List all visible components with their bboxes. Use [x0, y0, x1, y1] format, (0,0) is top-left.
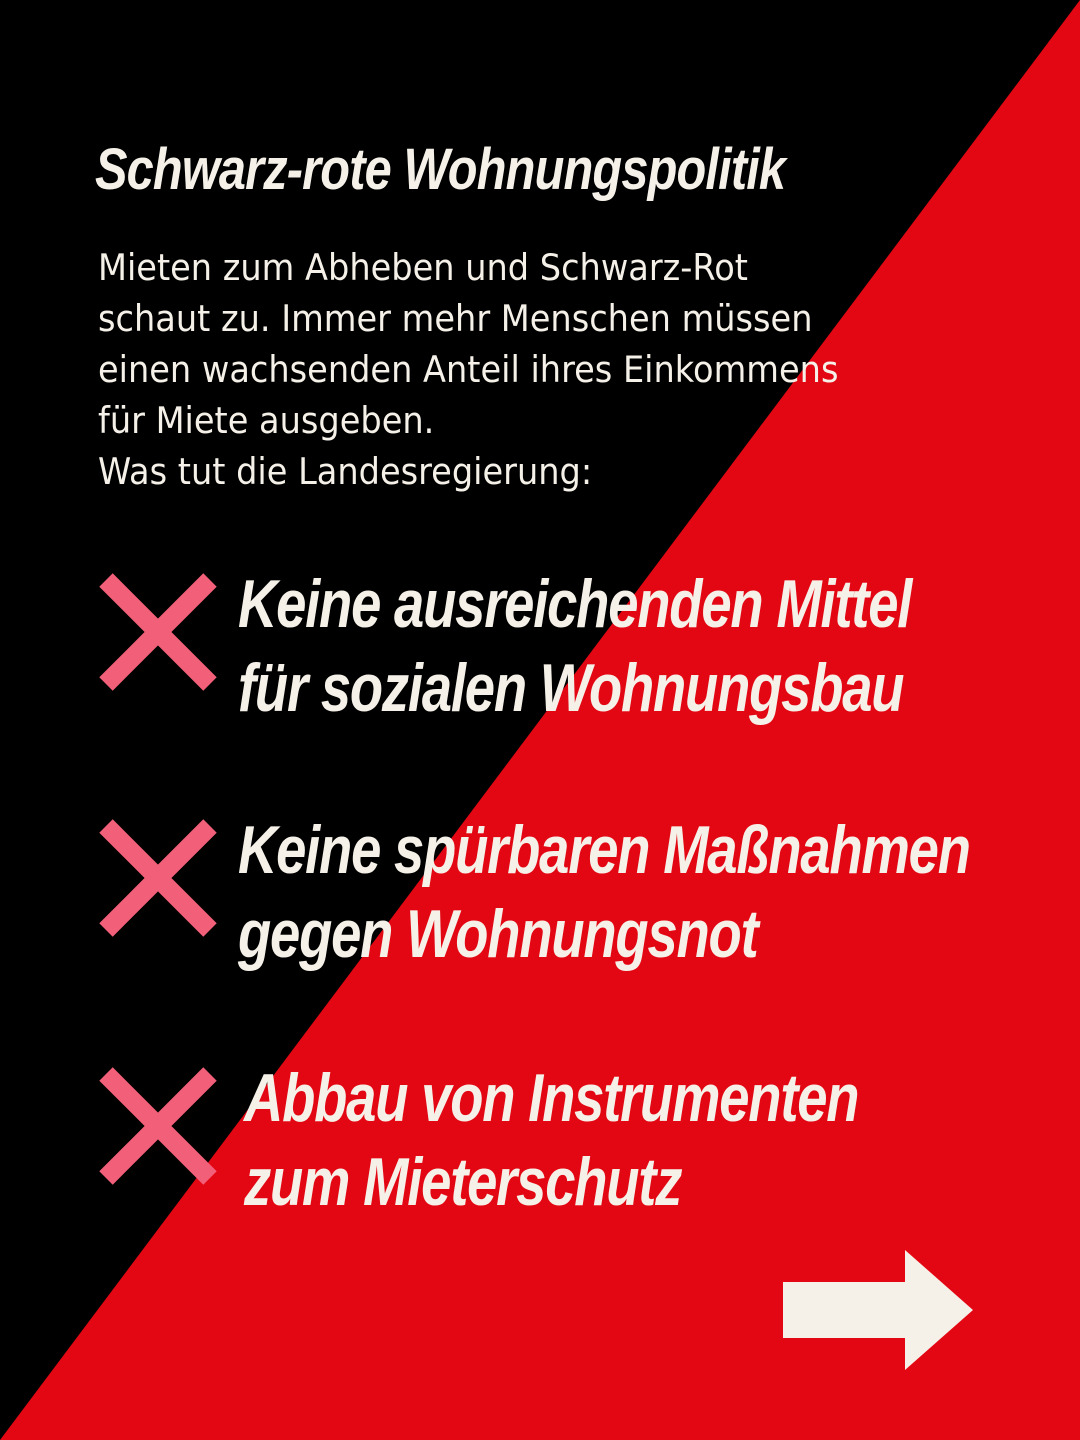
list-item-line: Abbau von Instrumenten — [244, 1060, 859, 1136]
intro-line: einen wachsenden Anteil ihres Einkommens — [98, 348, 839, 391]
list-item-text — [238, 808, 970, 976]
list-item-text — [238, 562, 911, 730]
intro-line: schaut zu. Immer mehr Menschen müssen — [98, 297, 813, 340]
list-item-line: Keine spürbaren Maßnahmen — [238, 812, 970, 888]
page-title: Schwarz-rote Wohnungspolitik — [95, 137, 786, 202]
list-item-text — [244, 1056, 858, 1224]
intro-text — [98, 242, 972, 497]
arrow-right-icon[interactable] — [783, 1250, 973, 1370]
intro-line: für Miete ausgeben. — [98, 399, 435, 442]
list-item-line: gegen Wohnungsnot — [238, 896, 758, 972]
list-item-line: zum Mieterschutz — [244, 1144, 682, 1220]
cross-icon — [98, 572, 218, 692]
intro-line: Mieten zum Abheben und Schwarz-Rot — [98, 246, 748, 289]
cross-icon — [98, 818, 218, 938]
list-item-line: Keine ausreichenden Mittel — [238, 566, 912, 642]
intro-line: Was tut die Landesregierung: — [98, 450, 593, 493]
list-item-line: für sozialen Wohnungsbau — [238, 650, 904, 726]
cross-icon — [98, 1066, 218, 1186]
